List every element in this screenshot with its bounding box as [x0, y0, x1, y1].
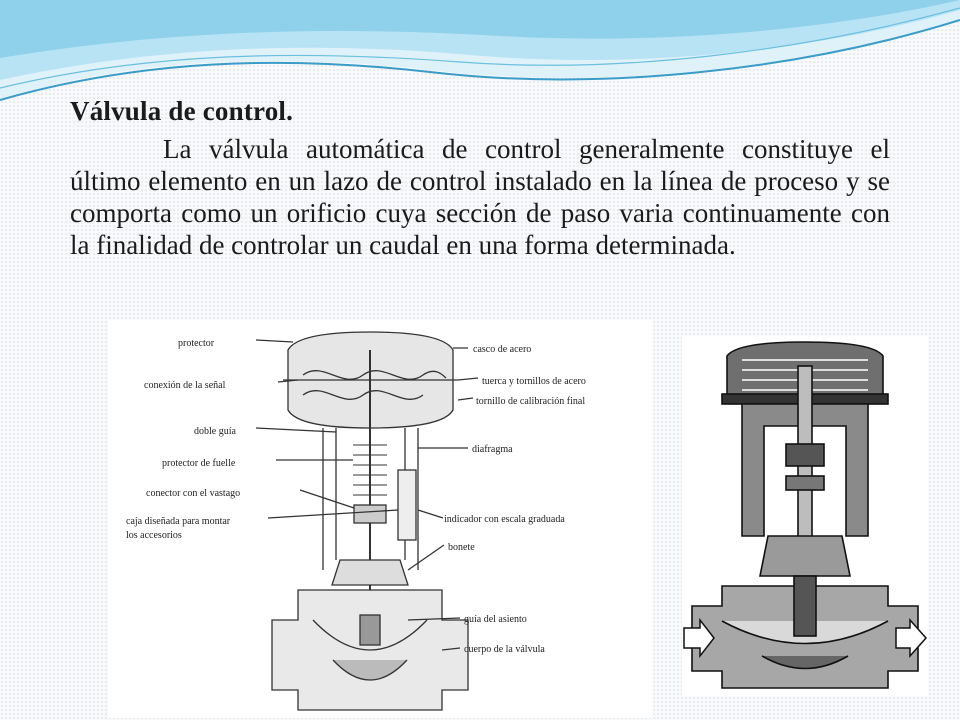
label-diaphragm: diafragma: [472, 444, 513, 455]
slide-body-text: La válvula automática de control generalmente constituye el último elemento en un lazo de control instalado en la línea de proceso y se comporta como un orificio cuya sección de paso varia continuamente con la finalidad de controlar un caudal en una forma determinada.: [70, 134, 890, 260]
valve-labeled-diagram: [108, 320, 653, 718]
label-protector: protector: [178, 338, 215, 349]
label-signal-connection: conexión de la señal: [144, 380, 226, 391]
label-calibration-screw: tornillo de calibración final: [476, 396, 586, 407]
label-steel-case: casco de acero: [473, 344, 532, 355]
label-accessory-box-1: caja diseñada para montar: [126, 516, 231, 527]
label-seat-guide: guía del asiento: [464, 614, 527, 625]
label-valve-body: cuerpo de la válvula: [464, 644, 545, 655]
slide-title: Válvula de control.: [70, 96, 294, 126]
label-stem-connector: conector con el vastago: [146, 488, 241, 499]
label-bellows-protector: protector de fuelle: [162, 458, 236, 469]
label-double-guide: doble guía: [194, 426, 236, 437]
valve-cutaway-diagram: [682, 336, 928, 696]
label-graduated-indicator: indicador con escala graduada: [444, 514, 565, 525]
label-accessory-box-2: los accesorios: [126, 530, 182, 541]
header-wave-decoration: [0, 0, 960, 110]
label-bonnet: bonete: [448, 542, 475, 553]
label-steel-nuts-bolts: tuerca y tornillos de acero: [482, 376, 586, 387]
